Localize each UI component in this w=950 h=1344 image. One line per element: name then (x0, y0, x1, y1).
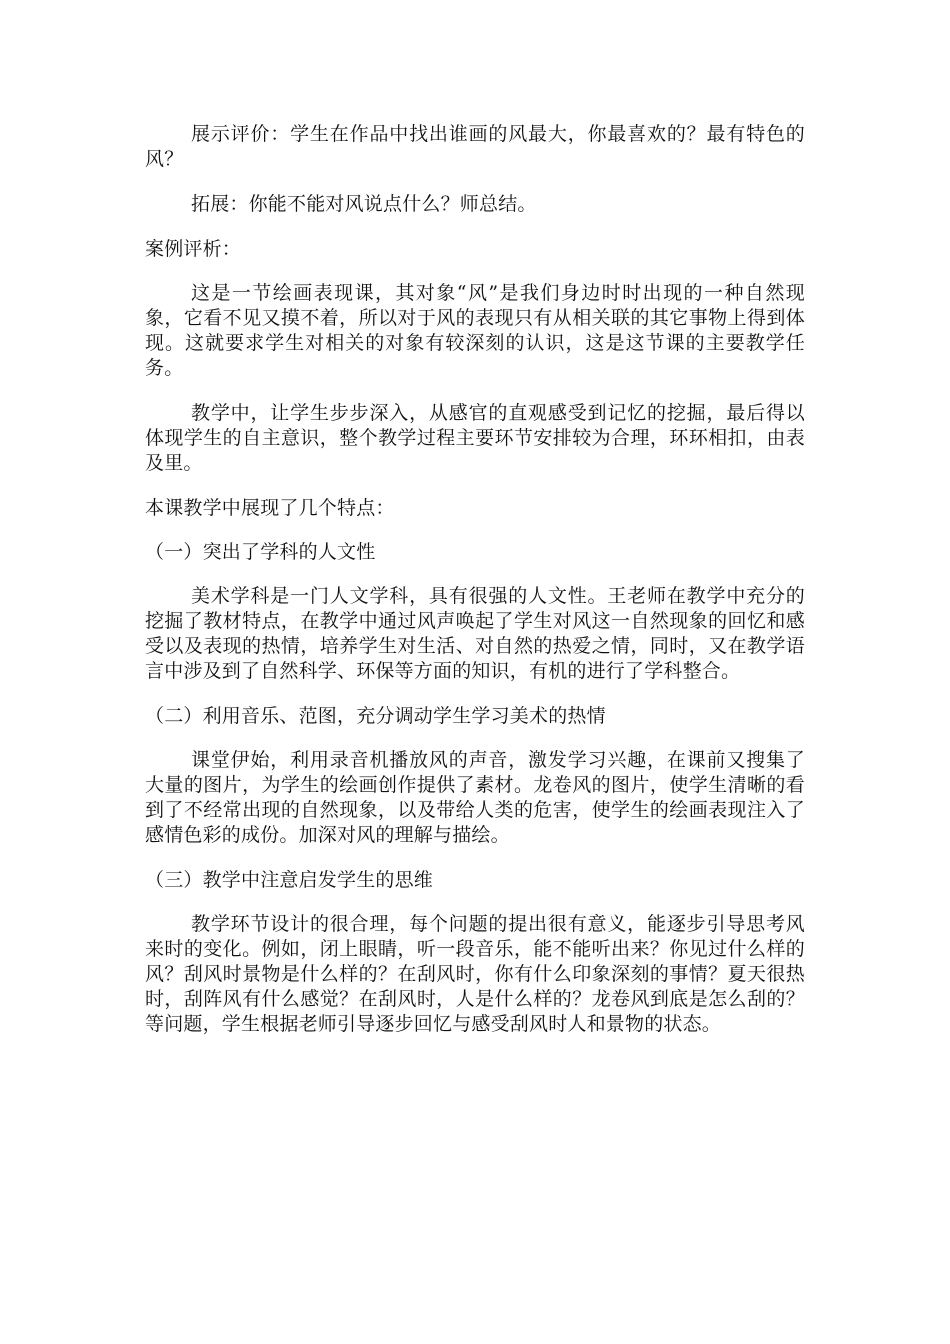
heading-feature-3: （三）教学中注意启发学生的思维 (145, 869, 434, 891)
paragraph-display-evaluation: 展示评价：学生在作品中找出谁画的风最大，你最喜欢的？最有特色的风？ (145, 123, 805, 170)
paragraph-feature-1: 美术学科是一门人文学科，具有很强的人文性。王老师在教学中充分的挖掘了教材特点，在教学中通过风声唤起了学生对风这一自然现象的回忆和感受以及表现的热情，培养学生对生活、对自然的热爱之情，同时，又在教学语言中涉及到了自然科学、环保等方面的知识，有机的进行了学科整合。 (145, 585, 805, 682)
document-page (145, 122, 805, 1057)
paragraph-feature-3: 教学环节设计的很合理，每个问题的提出很有意义，能逐步引导思考风来时的变化。例如，闭上眼睛，听一段音乐，能不能听出来？你见过什么样的风？刮风时景物是什么样的？在刮风时，你有什么印象深刻的事情？夏天很热时，刮阵风有什么感觉？在刮风时，人是什么样的？龙卷风到底是怎么刮的？等问题，学生根据老师引导逐步回忆与感受刮风时人和景物的状态。 (145, 913, 805, 1035)
heading-features: 本课教学中展现了几个特点： (145, 497, 395, 519)
paragraph-lesson-overview: 这是一节绘画表现课，其对象“风”是我们身边时时出现的一种自然现象，它看不见又摸不着，所以对于风的表现只有从相关联的其它事物上得到体现。这就要求学生对相关的对象有较深刻的认识，这是这节课的主要教学任务。 (145, 282, 805, 379)
heading-feature-1: （一）突出了学科的人文性 (145, 541, 376, 563)
heading-case-analysis: 案例评析： (145, 238, 242, 260)
paragraph-feature-2: 课堂伊始，利用录音机播放风的声音，激发学习兴趣，在课前又搜集了大量的图片，为学生的绘画创作提供了素材。龙卷风的图片，使学生清晰的看到了不经常出现的自然现象，以及带给人类的危害，使学生的绘画表现注入了感情色彩的成份。加深对风的理解与描绘。 (145, 749, 805, 846)
heading-feature-2: （二）利用音乐、范图，充分调动学生学习美术的热情 (145, 705, 606, 727)
paragraph-teaching-process: 教学中，让学生步步深入，从感官的直观感受到记忆的挖掘，最后得以体现学生的自主意识，整个教学过程主要环节安排较为合理，环环相扣，由表及里。 (145, 402, 805, 474)
paragraph-extension: 拓展：你能不能对风说点什么？师总结。 (191, 193, 537, 215)
